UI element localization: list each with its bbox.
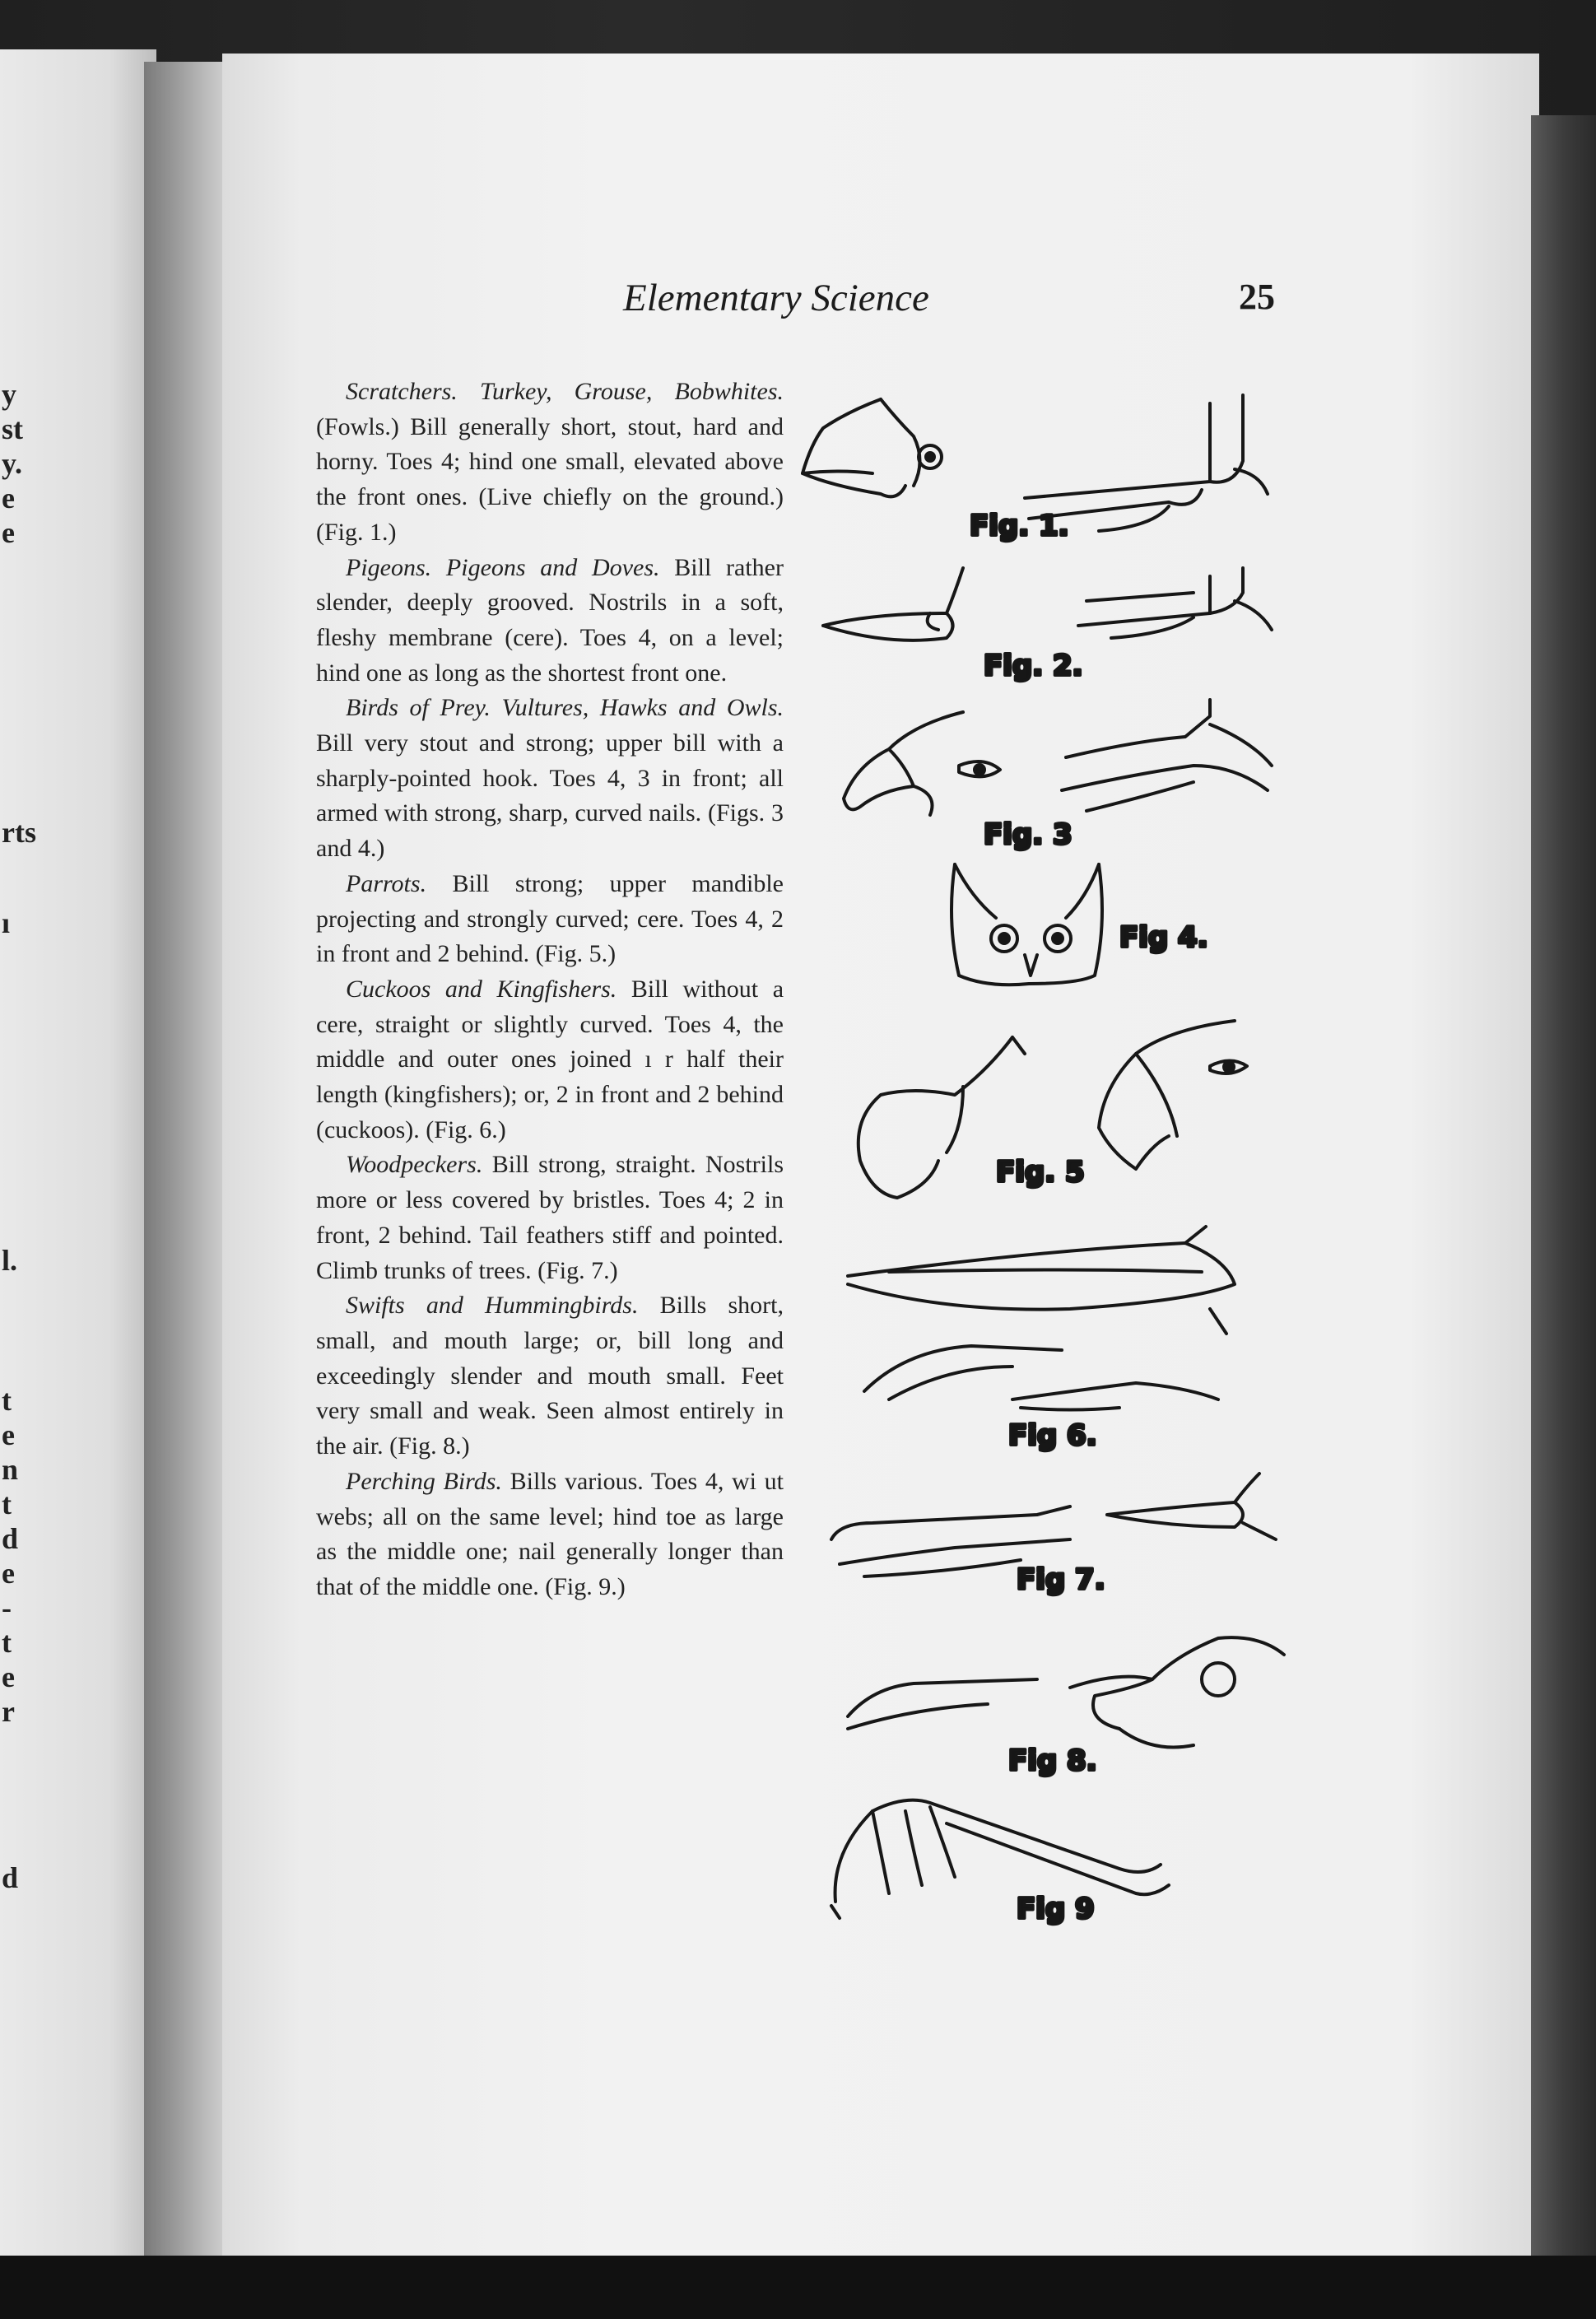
- owl-face-icon: [952, 864, 1102, 985]
- previous-page-fragment: t: [2, 1626, 12, 1659]
- previous-page-fragment: e: [2, 482, 15, 515]
- previous-page-fragment: y.: [2, 447, 23, 480]
- figure-label: Fig. 5: [996, 1156, 1085, 1189]
- previous-page-fragment: rts: [2, 816, 36, 849]
- figure-label: Fig 9: [1017, 1893, 1095, 1926]
- entry-examples: Vultures, Hawks and Owls.: [501, 694, 784, 722]
- previous-page-fragment: e: [2, 1418, 15, 1451]
- figure-label: Fig 4.: [1119, 921, 1208, 954]
- figure-label: Fig. 3: [984, 818, 1073, 851]
- entry-heading: Woodpeckers.: [346, 1151, 483, 1179]
- entry-heading: Parrots.: [346, 869, 427, 897]
- figure-label: Fig 7.: [1017, 1563, 1105, 1596]
- pigeon-bill-and-foot-icon: [823, 568, 1272, 640]
- entry-body: Bill very stout and strong; upper bill with a sharply-pointed hook. Toes 4, 3 in front; all armed with strong, sharp, curved nails. (Figs. 3 and 4.): [316, 729, 784, 863]
- entry-heading: Pigeons.: [346, 553, 432, 581]
- entry-examples: Turkey, Grouse, Bobwhites.: [479, 378, 784, 405]
- previous-page-fragment: e: [2, 1660, 15, 1693]
- entry-body: Bill strong; upper mandible projecting and strongly curved; cere. Toes 4, 2 in front and 2 behind. (Fig. 5.): [316, 869, 784, 968]
- kingfisher-bill-and-feet-icon: [848, 1227, 1235, 1410]
- previous-page-fragment: e: [2, 1557, 15, 1590]
- previous-page-fragment: d: [2, 1861, 19, 1894]
- entry-examples: Pigeons and Doves.: [445, 553, 660, 581]
- hummingbird-foot-and-head-icon: [848, 1637, 1284, 1747]
- running-header-title: Elementary Science: [623, 277, 929, 319]
- previous-page-fragment: d: [2, 1522, 19, 1555]
- woodpecker-foot-and-bill-icon: [831, 1474, 1276, 1576]
- entry-heading: Scratchers.: [346, 378, 458, 405]
- previous-page-fragment: l.: [2, 1244, 18, 1277]
- previous-page-fragment: t: [2, 1384, 12, 1417]
- entry-heading: Perching Birds.: [346, 1467, 502, 1495]
- entry-body: Bill rather slender, deeply grooved. Nostrils in a soft, fleshy membrane (cere). Toes 4, on a level; hind one as long as the shortest front one.: [316, 553, 784, 687]
- perching-foot-icon: [831, 1800, 1169, 1918]
- figure-label: Fig 8.: [1008, 1744, 1097, 1777]
- entry-heading: Cuckoos and Kingfishers.: [346, 975, 617, 1003]
- entry-body: Bill strong, straight. Nostrils more or less covered by bristles. Toes 4; 2 in front, 2 behind. Tail feathers stiff and pointed. Climb trunks of trees. (Fig. 7.): [316, 1151, 784, 1284]
- figure-label: Fig. 1.: [970, 510, 1069, 542]
- previous-page-fragment: y: [2, 378, 16, 411]
- figure-label: Fig. 2.: [984, 650, 1083, 682]
- entry-body: Bills short, small, and mouth large; or, bill long and exceedingly slender and mouth small. Feet very small and weak. Seen almost entirely in the air. (Fig. 8.): [316, 1292, 784, 1460]
- entry-body: Bills various. Toes 4, wi ut webs; all on the same level; hind toe as large as the middle one; nail generally longer than that of the middle one. (Fig. 9.): [316, 1467, 784, 1600]
- entry-body: (Fowls.) Bill generally short, stout, hard and horny. Toes 4; hind one small, elevated above the front ones. (Live chiefly on the ground.) (Fig. 1.): [316, 412, 784, 546]
- entry-body: Bill without a cere, straight or slightly curved. Toes 4, the middle and outer ones joined ı r half their length (kingfishers); or, 2 in front and 2 behind (cuckoos). (Fig. 6.): [316, 975, 784, 1143]
- previous-page-fragment: st: [2, 412, 23, 445]
- previous-page-fragment: -: [2, 1591, 12, 1624]
- figure-label: Fig 6.: [1008, 1419, 1097, 1452]
- previous-page-fragment: t: [2, 1488, 12, 1520]
- previous-page-fragment: e: [2, 516, 15, 549]
- previous-page-fragment: r: [2, 1695, 15, 1728]
- entry-heading: Birds of Prey.: [346, 694, 491, 722]
- entry-heading: Swifts and Hummingbirds.: [346, 1292, 639, 1320]
- eagle-head-and-talons-icon: [844, 700, 1272, 815]
- previous-page-fragment: ı: [2, 906, 11, 939]
- previous-page-fragment: n: [2, 1453, 19, 1486]
- page-number: 25: [1239, 277, 1275, 317]
